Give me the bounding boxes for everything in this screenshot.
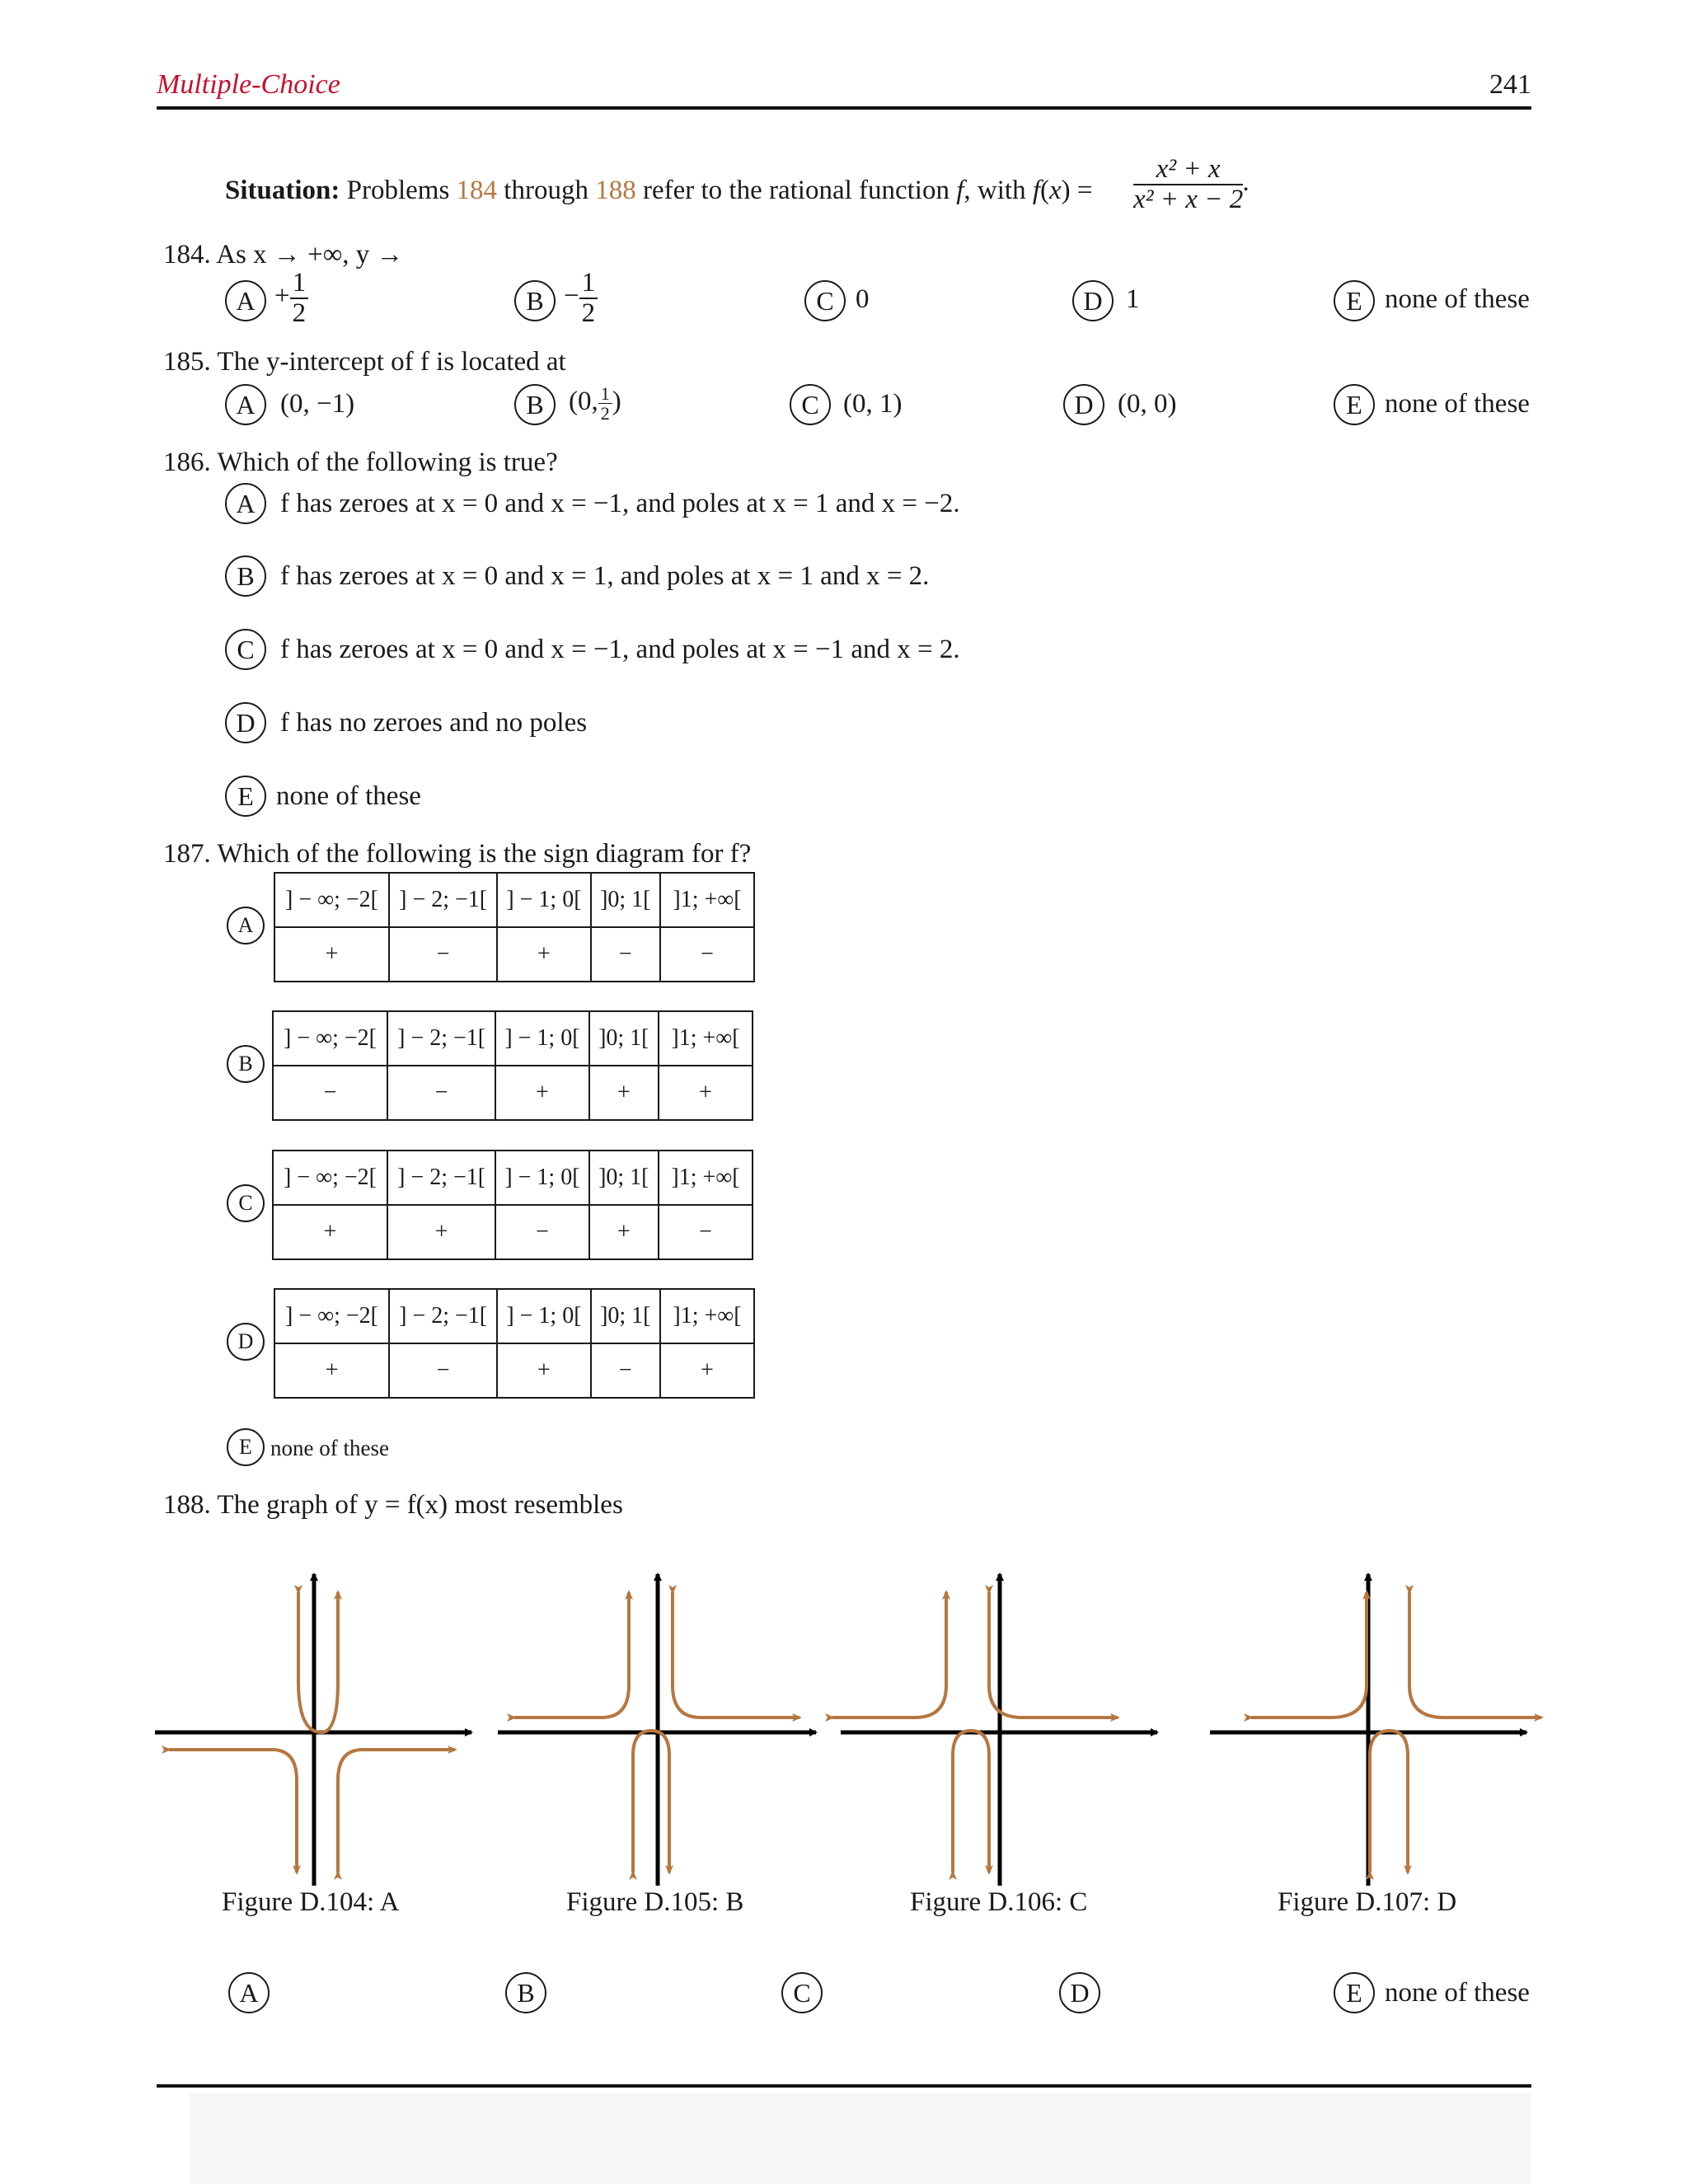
q185-option-c-value: (0, 1) xyxy=(843,389,903,419)
interval-cell: ] − ∞; −2[ xyxy=(274,1289,389,1343)
q185-option-b-value: (0, $\frac{1}{2}$ ) xyxy=(569,383,621,424)
situation-text: refer to the rational function xyxy=(642,176,950,205)
situation-text: , with xyxy=(964,176,1026,205)
q187-option-e-value: none of these xyxy=(270,1436,389,1460)
situation-text: Problems xyxy=(346,176,450,205)
sign-cell: − xyxy=(495,1205,588,1259)
interval-cell: ] − 2; −1[ xyxy=(389,873,497,927)
page-margin-strip xyxy=(190,2093,1531,2184)
interval-cell: ] − 2; −1[ xyxy=(389,1289,497,1343)
figure-caption-c: Figure D.106: C xyxy=(910,1887,1088,1917)
sign-cell: + xyxy=(497,1343,590,1398)
interval-cell: ]1; +∞[ xyxy=(659,1151,753,1205)
graph-figure-a xyxy=(155,1574,471,1886)
q186-option-d-value: f has no zeroes and no poles xyxy=(280,708,588,738)
situation-label: Situation: xyxy=(225,176,340,205)
interval-cell: ]1; +∞[ xyxy=(660,1289,754,1343)
q185-option-e-value: none of these xyxy=(1385,389,1530,419)
q187-option-a[interactable]: A xyxy=(227,907,265,944)
graph-figure-d xyxy=(1210,1574,1541,1886)
figure-caption-b: Figure D.105: B xyxy=(566,1887,744,1917)
q186-option-e[interactable]: E xyxy=(225,776,266,817)
question-number: 185. xyxy=(163,347,211,377)
q188-option-d[interactable]: D xyxy=(1059,1972,1100,2013)
sign-cell: − xyxy=(389,927,497,982)
q186-option-b-value: f has zeroes at x = 0 and x = 1, and poles at x = 1 and x = 2. xyxy=(280,561,930,591)
problem-ref-link[interactable]: 184 xyxy=(456,176,498,205)
interval-cell: ] − ∞; −2[ xyxy=(274,873,389,927)
q188-option-c[interactable]: C xyxy=(781,1972,823,2013)
q184-option-c-value: 0 xyxy=(856,284,870,314)
q186-option-c-value: f has zeroes at x = 0 and x = −1, and poles at x = −1 and x = 2. xyxy=(280,635,960,664)
q187-option-b[interactable]: B xyxy=(227,1045,265,1083)
page-number: 241 xyxy=(1489,69,1531,100)
q184-option-b-value: − $\frac{1}{2}$ xyxy=(564,269,598,327)
q188-option-a[interactable]: A xyxy=(228,1972,270,2013)
question-text: As x → +∞, y → xyxy=(216,240,404,269)
q184-option-d-value: 1 xyxy=(1126,284,1140,314)
interval-cell: ] − 1; 0[ xyxy=(495,1011,588,1066)
question-text: The graph of y = f(x) most resembles xyxy=(217,1490,623,1520)
footer-rule xyxy=(157,2084,1531,2088)
interval-cell: ] − 2; −1[ xyxy=(387,1011,495,1066)
q186-option-c[interactable]: C xyxy=(225,629,266,670)
q185-option-a-value: (0, −1) xyxy=(280,389,355,419)
q186-option-e-value: none of these xyxy=(276,781,421,811)
question-text: Which of the following is the sign diagram for f? xyxy=(217,839,752,869)
q185-option-c[interactable]: C xyxy=(790,384,831,425)
interval-cell: ] − 2; −1[ xyxy=(387,1151,495,1205)
sign-cell: − xyxy=(659,1205,753,1259)
sign-cell: − xyxy=(389,1343,497,1398)
question-text: The y-intercept of f is located at xyxy=(217,347,566,377)
q184-option-c[interactable]: C xyxy=(804,280,846,321)
question-number: 187. xyxy=(163,839,211,869)
q187-option-d[interactable]: D xyxy=(227,1323,265,1361)
figure-caption-d: Figure D.107: D xyxy=(1278,1887,1457,1917)
q184-option-e[interactable]: E xyxy=(1334,280,1375,321)
function-numerator: x² + x xyxy=(1133,155,1243,185)
interval-cell: ]1; +∞[ xyxy=(659,1011,753,1066)
sign-cell: + xyxy=(495,1066,588,1120)
sign-cell: + xyxy=(589,1205,659,1259)
sign-cell: − xyxy=(660,927,754,982)
q184-option-b[interactable]: B xyxy=(514,280,556,321)
q186-option-a-value: f has zeroes at x = 0 and x = −1, and poles at x = 1 and x = −2. xyxy=(280,489,960,518)
situation-text: through xyxy=(504,176,588,205)
interval-cell: ] − 1; 0[ xyxy=(497,1289,590,1343)
sign-cell: − xyxy=(273,1066,387,1120)
sign-cell: + xyxy=(274,927,389,982)
question-number: 188. xyxy=(163,1490,211,1520)
sign-cell: − xyxy=(387,1066,495,1120)
function-fraction: $\frac{\text{x² + x}}{\text{x² + x − 2}}$ . xyxy=(1133,154,1250,214)
interval-cell: ]0; 1[ xyxy=(591,1289,660,1343)
question-text: Which of the following is true? xyxy=(217,448,558,477)
sign-cell: + xyxy=(387,1205,495,1259)
q184-option-d[interactable]: D xyxy=(1072,280,1114,321)
q187-option-e[interactable]: E xyxy=(227,1428,265,1466)
q185-option-b[interactable]: B xyxy=(514,384,556,425)
interval-cell: ] − 1; 0[ xyxy=(497,873,590,927)
q188-option-e-value: none of these xyxy=(1385,1978,1530,2008)
sign-cell: − xyxy=(591,1343,660,1398)
function-denominator: x² + x − 2 xyxy=(1133,184,1244,214)
q185-option-e[interactable]: E xyxy=(1334,384,1375,425)
graph-figure-c xyxy=(832,1574,1157,1886)
interval-cell: ]0; 1[ xyxy=(589,1011,659,1066)
interval-cell: ]0; 1[ xyxy=(589,1151,659,1205)
q184-option-a-value: + $\frac{1}{2}$ xyxy=(274,269,308,327)
sign-cell: + xyxy=(659,1066,753,1120)
header-title: Multiple-Choice xyxy=(157,69,340,100)
q186-option-a[interactable]: A xyxy=(225,483,266,524)
q184-option-e-value: none of these xyxy=(1385,284,1530,314)
q185-option-a[interactable]: A xyxy=(225,384,266,425)
interval-cell: ] − 1; 0[ xyxy=(495,1151,588,1205)
question-number: 186. xyxy=(163,448,211,477)
question-number: 184. xyxy=(163,240,211,269)
sign-cell: + xyxy=(274,1343,389,1398)
sign-cell: + xyxy=(273,1205,387,1259)
problem-ref-link[interactable]: 188 xyxy=(595,176,636,205)
graph-figure-b xyxy=(498,1574,816,1886)
q188-option-e[interactable]: E xyxy=(1334,1972,1375,2013)
interval-cell: ] − ∞; −2[ xyxy=(273,1151,387,1205)
q187-option-c[interactable]: C xyxy=(227,1184,265,1222)
q185-option-d[interactable]: D xyxy=(1063,384,1104,425)
sign-cell: + xyxy=(589,1066,659,1120)
sign-cell: − xyxy=(591,927,660,982)
sign-cell: + xyxy=(497,927,590,982)
situation: Situation: Problems 184 through 188 refer to the rational function f, with f(x) = xyxy=(225,176,1093,205)
sign-cell: + xyxy=(660,1343,754,1398)
q188-option-b[interactable]: B xyxy=(505,1972,546,2013)
interval-cell: ]1; +∞[ xyxy=(660,873,754,927)
q184-option-a[interactable]: A xyxy=(225,280,266,321)
q186-option-b[interactable]: B xyxy=(225,555,266,597)
interval-cell: ] − ∞; −2[ xyxy=(273,1011,387,1066)
q185-option-d-value: (0, 0) xyxy=(1118,389,1177,419)
figure-caption-a: Figure D.104: A xyxy=(222,1887,400,1917)
interval-cell: ]0; 1[ xyxy=(591,873,660,927)
q186-option-d[interactable]: D xyxy=(225,702,266,743)
